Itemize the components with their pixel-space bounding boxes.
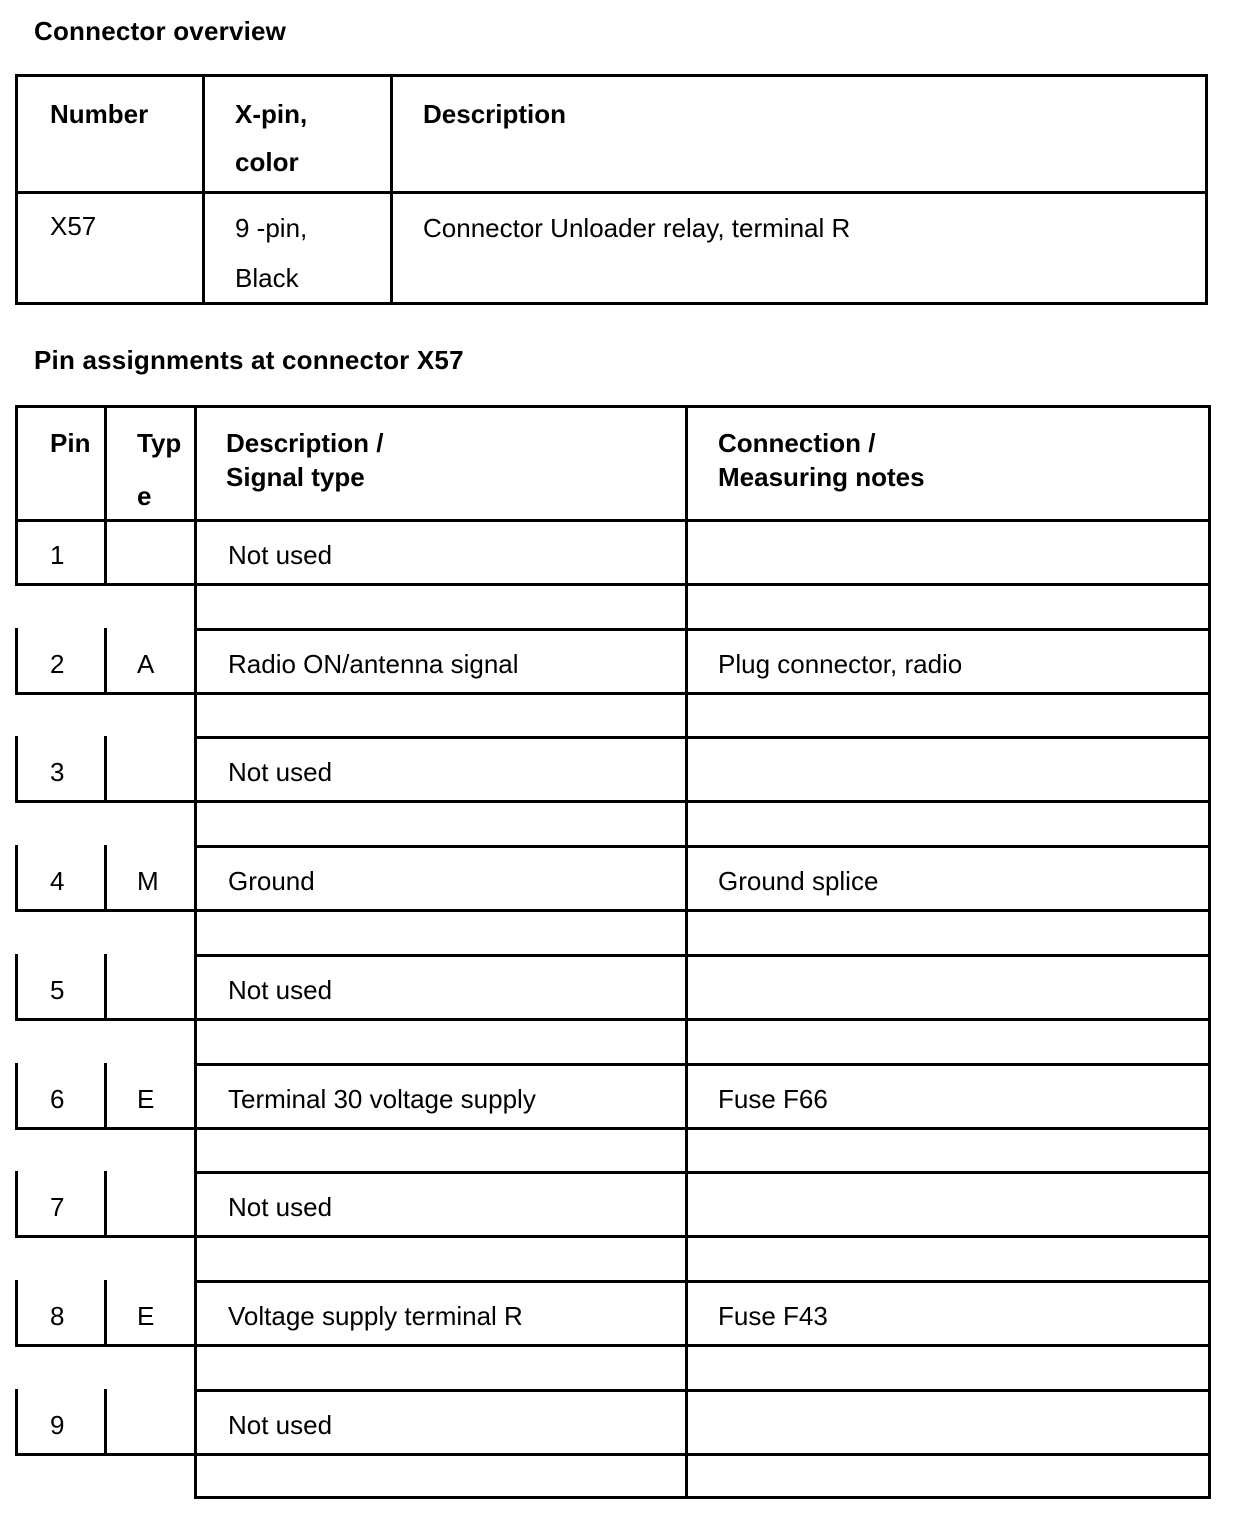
pin-row-divider-pin-type [104,1171,107,1238]
pin-connection: Plug connector, radio [718,648,963,679]
header-connection-line2: Measuring notes [718,462,925,492]
overview-header-xpin-line2: color [235,147,299,177]
pin-row-left-border [15,1280,18,1347]
pin-row-divider-pin-type [104,954,107,1021]
header-pin: Pin [50,428,91,458]
pin-row-bottom-border [15,1235,194,1238]
connector-overview-title: Connector overview [34,16,287,46]
pin-type: A [137,648,155,679]
pin-description: Not used [228,757,333,788]
overview-header-description: Description [423,99,567,129]
pin-table-col-divider-type-description [194,405,197,1499]
pin-row-left-border [15,845,18,912]
header-type-line1: Typ [137,428,182,458]
overview-header-number: Number [50,99,149,129]
pin-description: Not used [228,540,333,570]
pin-number: 9 [50,1409,65,1440]
header-description-line2: Signal type [226,462,365,492]
overview-header-xpin-line1: X-pin, [235,99,308,129]
pin-row-divider [194,583,1211,586]
pin-connection: Fuse F66 [718,1083,828,1114]
pin-row-divider-pin-type [104,736,107,803]
pin-type: E [137,1083,155,1114]
pin-row-divider [194,1235,1211,1238]
pin-row-divider-pin-type [104,519,107,586]
overview-row-number: X57 [50,211,97,241]
header-type-line2: e [137,481,152,511]
pin-row-bottom-border [15,1344,194,1347]
pin-row-separator [194,1280,1211,1283]
pin-row-separator [194,1171,1211,1174]
pin-description: Terminal 30 voltage supply [228,1083,536,1114]
pin-row-divider [194,1344,1211,1347]
pin-description: Not used [228,1192,333,1223]
pin-row-left-border [15,1389,18,1456]
pin-row-left-border [15,736,18,803]
pin-table-bottom-border [194,1496,1211,1499]
header-description-line1: Description / [226,428,384,458]
overview-row-xpin-line1: 9 -pin, [235,213,308,243]
pin-row-left-border [15,628,18,695]
pin-number: 7 [50,1192,65,1223]
pin-row-separator [194,845,1211,848]
pin-number: 3 [50,757,65,788]
pin-description: Not used [228,1409,333,1440]
pin-table-header-divider-pin-type [104,405,107,519]
header-connection-line1: Connection / [718,428,876,458]
pin-row-separator [194,1389,1211,1392]
pin-row-bottom-border [15,909,194,912]
pin-row-left-border [15,519,18,586]
pin-number: 1 [50,540,65,570]
pin-row-left-border [15,1063,18,1130]
pin-number: 2 [50,648,65,679]
pin-row-divider-pin-type [104,845,107,912]
pin-row-bottom-border [15,800,194,803]
pin-type: E [137,1300,155,1331]
pin-row-divider-pin-type [104,1063,107,1130]
pin-description: Radio ON/antenna signal [228,648,519,679]
pin-row-separator [194,1063,1211,1066]
pin-description: Ground [228,866,315,897]
pin-description: Voltage supply terminal R [228,1300,523,1331]
pin-number: 6 [50,1083,65,1114]
overview-row-xpin-line2: Black [235,263,299,293]
pin-row-separator [194,736,1211,739]
pin-row-divider [194,1018,1211,1021]
pin-number: 8 [50,1300,65,1331]
pin-row-divider-pin-type [104,1389,107,1456]
pin-row-divider [194,1453,1211,1456]
pin-row-separator [194,628,1211,631]
pin-assignments-title: Pin assignments at connector X57 [34,345,464,375]
pin-row-divider [194,909,1211,912]
pin-row-separator [194,954,1211,957]
pin-table-header-left-border [15,405,18,519]
pin-row-bottom-border [15,1127,194,1130]
pin-row-left-border [15,954,18,1021]
pin-connection: Ground splice [718,866,879,897]
pin-row-divider-pin-type [104,628,107,695]
overview-row-description: Connector Unloader relay, terminal R [423,213,851,243]
pin-row-divider-pin-type [104,1280,107,1347]
pin-row-bottom-border [15,1018,194,1021]
pin-description: Not used [228,974,333,1005]
pin-row-divider [194,692,1211,695]
pin-row-bottom-border [15,1453,194,1456]
pin-row-divider [194,800,1211,803]
pin-table-right-border [1208,405,1211,1499]
pin-row-divider [194,1127,1211,1130]
pin-connection: Fuse F43 [718,1300,828,1331]
pin-number: 4 [50,866,65,897]
pin-row-bottom-border [15,692,194,695]
pin-table-col-divider-description-connection [685,405,688,1499]
pin-number: 5 [50,974,65,1005]
pin-row-bottom-border [15,583,194,586]
pin-type: M [137,866,159,897]
pin-row-left-border [15,1171,18,1238]
